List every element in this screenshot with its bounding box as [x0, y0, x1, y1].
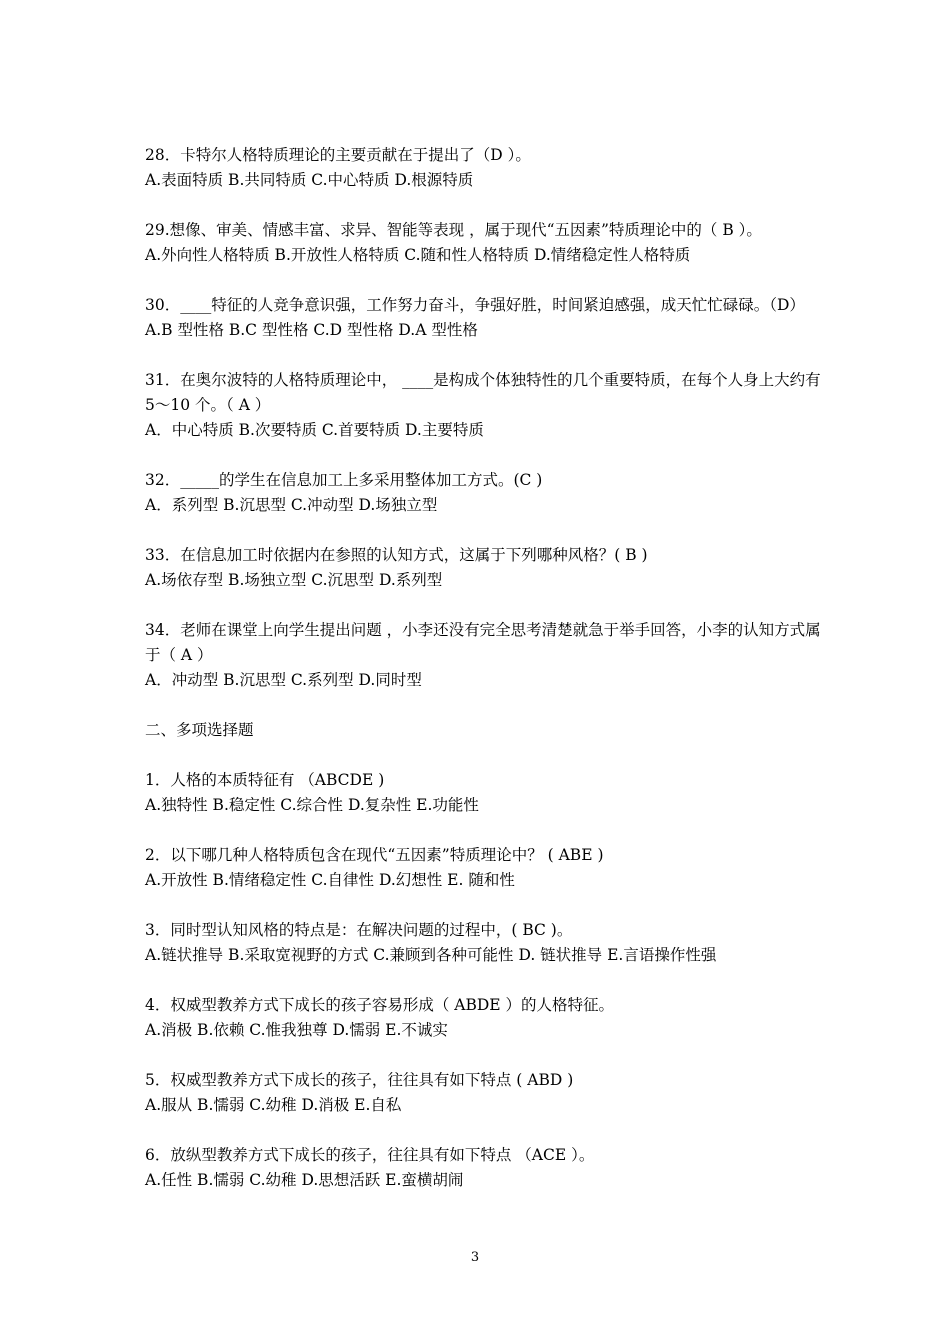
question-31 [145, 368, 825, 443]
question-text: 28．卡特尔人格特质理论的主要贡献在于提出了（D ）。 [145, 146, 531, 164]
question-options: A.开放性 B.情绪稳定性 C.自律性 D.幻想性 E. 随和性 [145, 871, 515, 889]
page-content [145, 143, 825, 1218]
question-options: A.独特性 B.稳定性 C.综合性 D.复杂性 E.功能性 [145, 796, 479, 814]
multi-question-6 [145, 1143, 825, 1193]
question-30 [145, 293, 825, 343]
question-text: 1．人格的本质特征有 （ABCDE ) [145, 771, 385, 789]
question-text: 4．权威型教养方式下成长的孩子容易形成（ ABDE ）的人格特征。 [145, 996, 615, 1014]
question-34 [145, 618, 825, 693]
question-28 [145, 143, 825, 193]
question-options: A.任性 B.懦弱 C.幼稚 D.思想活跃 E.蛮横胡闹 [145, 1171, 464, 1189]
question-text: 5．权威型教养方式下成长的孩子，往往具有如下特点 ( ABD ) [145, 1071, 574, 1089]
question-text: 32．_____的学生在信息加工上多采用整体加工方式。(C ) [145, 471, 543, 489]
question-options: A.消极 B.依赖 C.惟我独尊 D.懦弱 E.不诚实 [145, 1021, 448, 1039]
multi-question-2 [145, 843, 825, 893]
question-33 [145, 543, 825, 593]
question-text: 29.想像、审美、情感丰富、求异、智能等表现 ，属于现代“五因素”特质理论中的（ B ）。 [145, 221, 762, 239]
question-options: A．系列型 B.沉思型 C.冲动型 D.场独立型 [145, 496, 438, 514]
question-text: 33．在信息加工时依据内在参照的认知方式，这属于下列哪种风格？( B ) [145, 546, 648, 564]
multi-question-3 [145, 918, 825, 968]
question-options: A.B 型性格 B.C 型性格 C.D 型性格 D.A 型性格 [145, 321, 478, 339]
multi-question-5 [145, 1068, 825, 1118]
question-29 [145, 218, 825, 268]
question-options: A.表面特质 B.共同特质 C.中心特质 D.根源特质 [145, 171, 474, 189]
question-text: 6．放纵型教养方式下成长的孩子，往往具有如下特点 （ACE ）。 [145, 1146, 595, 1164]
question-options: A.链状推导 B.采取宽视野的方式 C.兼顾到各种可能性 D. 链状推导 E.言语操作性强 [145, 946, 717, 964]
question-text: 31．在奥尔波特的人格特质理论中， ____是构成个体独特性的几个重要特质，在每个人身上大约有 5～10 个。（ A ） [145, 371, 821, 414]
question-options: A.场依存型 B.场独立型 C.沉思型 D.系列型 [145, 571, 443, 589]
page-number: 3 [470, 1250, 480, 1265]
question-options: A．中心特质 B.次要特质 C.首要特质 D.主要特质 [145, 421, 484, 439]
question-options: A.外向性人格特质 B.开放性人格特质 C.随和性人格特质 D.情绪稳定性人格特质 [145, 246, 691, 264]
question-text: 34．老师在课堂上向学生提出问题 ，小李还没有完全思考清楚就急于举手回答，小李的认知方式属于（ A ） [145, 621, 821, 664]
section-heading: 二、多项选择题 [145, 721, 254, 739]
multi-question-4 [145, 993, 825, 1043]
question-32 [145, 468, 825, 518]
question-options: A.服从 B.懦弱 C.幼稚 D.消极 E.自私 [145, 1096, 402, 1114]
multi-question-1 [145, 768, 825, 818]
question-options: A．冲动型 B.沉思型 C.系列型 D.同时型 [145, 671, 422, 689]
question-text: 30．____特征的人竞争意识强，工作努力奋斗，争强好胜，时间紧迫感强，成天忙忙碌碌。（D） [145, 296, 805, 314]
question-text: 2．以下哪几种人格特质包含在现代“五因素”特质理论中？ ( ABE ) [145, 846, 604, 864]
question-text: 3．同时型认知风格的特点是：在解决问题的过程中，( BC )。 [145, 921, 573, 939]
